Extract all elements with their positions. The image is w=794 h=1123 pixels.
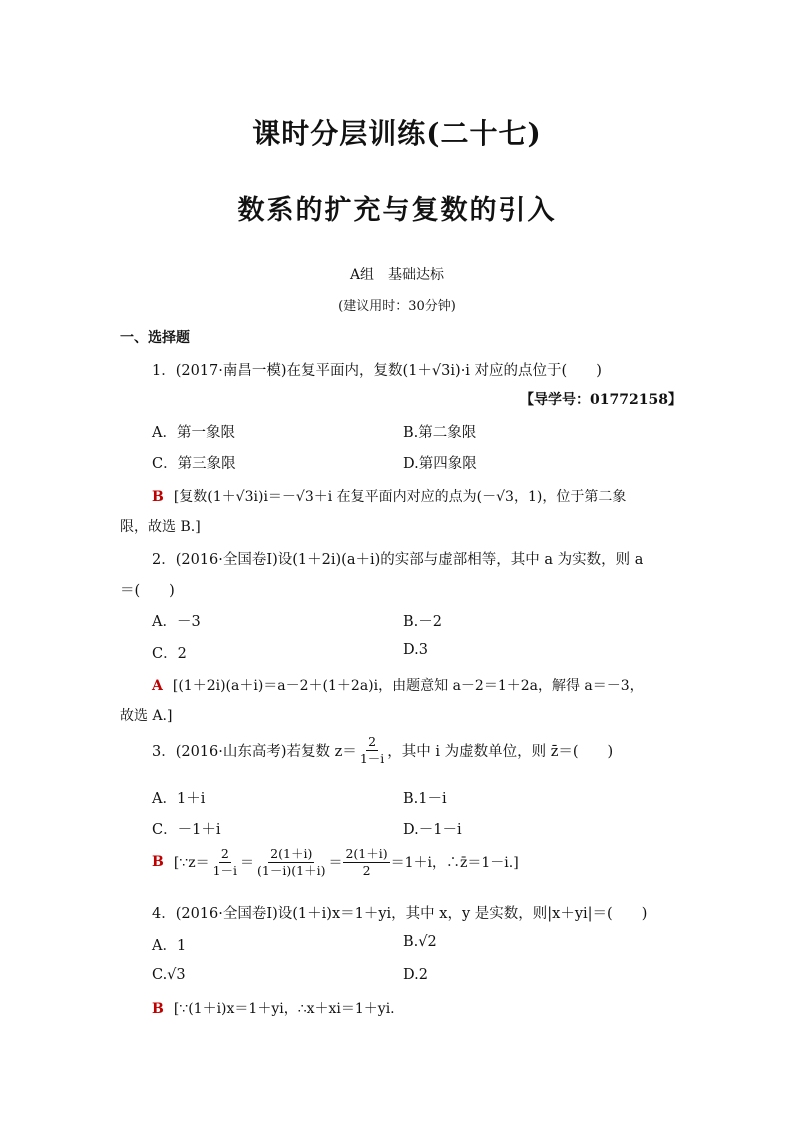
q3-fraction: [358, 734, 386, 766]
q3-option-c: C．－1＋i: [152, 822, 221, 838]
q4-option-a: A．1: [152, 938, 187, 954]
q3-solution-fraction-3: [343, 846, 389, 878]
q4-option-d: D.2: [403, 967, 428, 983]
q3-sf1-numerator: 2: [220, 846, 229, 861]
q3-sf2-denominator: (1－i)(1＋i): [257, 862, 326, 878]
q2-answer: A: [152, 678, 163, 694]
q2-option-c: C．2: [152, 646, 187, 662]
q3-solution-suffix: ＝1＋i，∴z̄＝1－i.]: [390, 855, 519, 872]
q3-answer: B: [152, 854, 164, 871]
q4-option-b: B.√2: [403, 934, 437, 950]
q3-sf1-denominator: 1－i: [212, 862, 238, 878]
q3-solution-fraction-1: [211, 846, 239, 878]
q4-option-c: C.√3: [152, 967, 186, 983]
q1-solution-line-2: 限，故选 B.]: [120, 519, 201, 535]
group-heading: A组 基础达标: [349, 267, 445, 283]
question-3-stem: [152, 734, 613, 766]
q1-solution-text: [复数(1＋√3i)i＝－√3＋i 在复平面内对应的点为(－√3，1)，位于第二象: [173, 489, 627, 505]
q4-solution-text: [∵(1＋i)x＝1＋yi，∴x＋xi＝1＋yi.: [173, 1001, 395, 1017]
q1-option-d: D.第四象限: [403, 456, 477, 472]
suggested-time: (建议用时：30分钟): [338, 299, 456, 314]
q3-fraction-numerator: 2: [368, 734, 377, 749]
question-1-stem: 1．(2017·南昌一模)在复平面内，复数(1＋√3i)·i 对应的点位于( ): [152, 363, 602, 379]
q2-option-b: B.－2: [403, 614, 442, 630]
section-heading: 一、选择题: [120, 330, 190, 346]
q3-option-a: A．1＋i: [152, 791, 206, 807]
question-2-stem-line-2: ＝( ): [120, 583, 175, 599]
q1-option-c: C．第三象限: [152, 456, 236, 472]
question-4-stem: 4．(2016·全国卷Ⅰ)设(1＋i)x＝1＋yi，其中 x，y 是实数，则|x＋yi|＝( ): [152, 906, 648, 922]
q2-option-d: D.3: [403, 642, 428, 658]
q3-stem-prefix: 3．(2016·山东高考)若复数 z＝: [152, 743, 357, 760]
q3-fraction-denominator: 1－i: [359, 750, 385, 766]
q4-answer: B: [152, 1001, 164, 1017]
q3-solution: [152, 846, 519, 878]
q3-sf2-numerator: 2(1＋i): [270, 846, 313, 861]
q1-option-b: B.第二象限: [403, 425, 477, 441]
q3-solution-equals-2: ＝: [328, 855, 343, 872]
guide-number: 【导学号：01772158】: [520, 392, 682, 408]
page-title: 课时分层训练(二十七): [252, 117, 542, 150]
q2-option-a: A．－3: [152, 614, 201, 630]
q3-solution-prefix: [∵z＝: [173, 855, 210, 872]
question-2-stem-line-1: 2．(2016·全国卷Ⅰ)设(1＋2i)(a＋i)的实部与虚部相等，其中 a 为实数，则 a: [152, 552, 644, 568]
q2-solution-line-2: 故选 A.]: [120, 708, 173, 724]
q1-answer: B: [152, 489, 164, 505]
q4-solution-line-1: [152, 998, 395, 1018]
q3-option-b: B.1－i: [403, 791, 447, 807]
q2-solution-text: [(1＋2i)(a＋i)＝a－2＋(1＋2a)i，由题意知 a－2＝1＋2a，解得 a＝－3，: [172, 678, 644, 694]
q3-solution-fraction-2: [255, 846, 327, 878]
q3-solution-equals-1: ＝: [240, 855, 255, 872]
q1-option-a: A．第一象限: [152, 425, 235, 441]
page-subtitle: 数系的扩充与复数的引入: [237, 195, 557, 226]
q3-option-d: D.－1－i: [403, 822, 462, 838]
q2-solution-line-1: [152, 675, 644, 695]
q1-solution-line-1: [152, 486, 626, 506]
q3-stem-suffix: ，其中 i 为虚数单位，则 z̄＝( ): [387, 743, 614, 760]
q3-sf3-numerator: 2(1＋i): [345, 846, 388, 861]
q3-sf3-denominator: 2: [362, 862, 371, 878]
